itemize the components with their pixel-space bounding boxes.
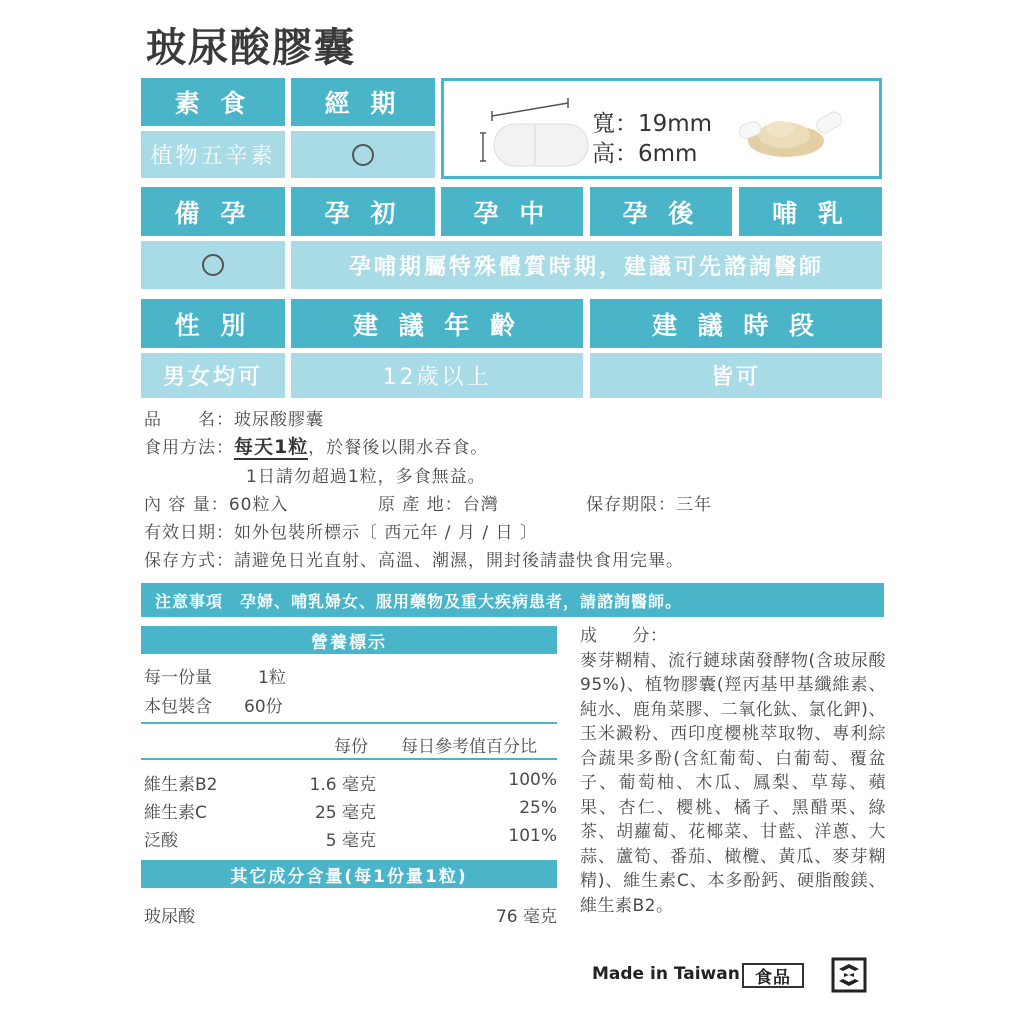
usage-header-gender: 性 別 xyxy=(141,299,285,348)
diet-value-period xyxy=(291,131,435,178)
preg-header-early: 孕 初 xyxy=(291,187,435,236)
usage-header-time: 建 議 時 段 xyxy=(590,299,882,348)
nutrition-row-name: 泛酸 xyxy=(144,831,178,851)
nutrition-row-pct: 101% xyxy=(508,826,557,846)
usage-value-time: 皆可 xyxy=(590,353,882,398)
page-title: 玻尿酸膠囊 xyxy=(146,25,356,71)
ingredients-label: 成 分： xyxy=(580,626,668,646)
nutrition-pack-label: 本包裝含 xyxy=(144,697,212,717)
nutrition-serving-label: 每一份量 xyxy=(144,668,212,688)
nutrition-row-pct: 100% xyxy=(508,770,557,790)
info-origin-value: 台灣 xyxy=(462,495,499,515)
info-storage-row xyxy=(144,546,684,571)
info-origin-row xyxy=(378,490,499,515)
circle-mark-icon xyxy=(202,254,224,276)
nutrition-title: 營養標示 xyxy=(141,626,557,654)
nutrition-row-name: 維生素C xyxy=(144,803,207,823)
info-method-highlight: 每天1粒 xyxy=(234,436,309,458)
info-shelf-row xyxy=(586,490,712,515)
nutrition-divider xyxy=(141,758,557,760)
info-name-row xyxy=(144,405,324,430)
info-storage-value: 請避免日光直射、高溫、潮濕，開封後請盡快食用完畢。 xyxy=(234,551,684,571)
info-origin-label: 原 產 地： xyxy=(378,495,463,515)
preg-header-late: 孕 後 xyxy=(590,187,732,236)
nutrition-divider xyxy=(141,722,557,724)
other-ingredients-title: 其它成分含量(每1份量1粒) xyxy=(141,860,557,888)
nutrition-col-per: 每份 xyxy=(334,737,368,757)
info-method-row xyxy=(144,432,488,459)
capsule-height: 高：6mm xyxy=(592,141,698,167)
preg-note: 孕哺期屬特殊體質時期，建議可先諮詢醫師 xyxy=(291,241,882,289)
info-shelf-label: 保存期限： xyxy=(586,495,676,515)
info-storage-label: 保存方式： xyxy=(144,551,234,571)
ingredients-block xyxy=(580,624,886,918)
diet-value-vegetarian: 植物五辛素 xyxy=(141,131,285,178)
capsule-size-box xyxy=(441,78,882,179)
nutrition-serving-value: 1粒 xyxy=(258,668,286,688)
nutrition-row-amount: 1.6 毫克 xyxy=(309,775,376,795)
preg-header-mid: 孕 中 xyxy=(441,187,583,236)
ingredients-text: 麥芽糊精、流行鏈球菌發酵物(含玻尿酸95%)、植物膠囊(羥丙基甲基纖維素、純水、鹿角菜膠、二氧化鈦、氯化鉀)、玉米澱粉、西印度櫻桃萃取物、專利綜合蔬果多酚(含紅葡萄、白葡萄、覆盆子、葡萄柚、木瓜、鳳梨、草莓、蘋果、杏仁、櫻桃、橘子、黑醋栗、綠茶、胡蘿蔔、花椰菜、甘藍、洋蔥、大蒜、蘆筍、番茄、橄欖、黃瓜、麥芽糊精)、維生素C、本多酚鈣、硬脂酸鎂、維生素B2。 xyxy=(580,650,886,916)
preg-header-nursing: 哺 乳 xyxy=(739,187,882,236)
info-method-label: 食用方法： xyxy=(144,438,234,458)
info-name-label: 品 名： xyxy=(144,410,234,430)
nutrition-row-amount: 5 毫克 xyxy=(325,831,376,851)
nutrition-row-amount: 25 毫克 xyxy=(314,803,376,823)
capsule-powder-photo xyxy=(736,95,846,165)
circle-mark-icon xyxy=(352,144,374,166)
nutrition-pack-value: 60份 xyxy=(244,697,283,717)
info-expiry-label: 有效日期： xyxy=(144,523,234,543)
diet-header-vegetarian: 素 食 xyxy=(141,78,285,126)
info-method-line2: 1日請勿超過1粒，多食無益。 xyxy=(246,467,486,487)
usage-value-gender: 男女均可 xyxy=(141,353,285,398)
preg-header-prep: 備 孕 xyxy=(141,187,285,236)
made-in-label: Made in Taiwan xyxy=(592,964,740,984)
other-ingredient-amount: 76 毫克 xyxy=(495,907,557,927)
info-name-value: 玻尿酸膠囊 xyxy=(234,410,324,430)
preg-value-prep xyxy=(141,241,285,289)
usage-header-age: 建 議 年 齡 xyxy=(291,299,583,348)
nutrition-row-name: 維生素B2 xyxy=(144,775,218,795)
usage-value-age: 12歲以上 xyxy=(291,353,583,398)
info-content-value: 60粒入 xyxy=(228,495,289,515)
capsule-width: 寬：19mm xyxy=(592,111,713,137)
caution-notice: 注意事項 孕婦、哺乳婦女、服用藥物及重大疾病患者，請諮詢醫師。 xyxy=(141,583,884,617)
food-badge: 食品 xyxy=(742,963,804,988)
capsule-dimension-diagram xyxy=(480,91,600,171)
info-shelf-value: 三年 xyxy=(676,495,712,515)
diet-header-period: 經 期 xyxy=(291,78,435,126)
other-ingredient-name: 玻尿酸 xyxy=(144,907,195,927)
nutrition-row-pct: 25% xyxy=(519,798,557,818)
info-expiry-row xyxy=(144,518,538,543)
info-method-rest: ，於餐後以開水吞食。 xyxy=(308,438,489,458)
info-content-label: 內 容 量： xyxy=(144,495,229,515)
info-expiry-value: 如外包裝所標示〔 西元年 / 月 / 日 〕 xyxy=(234,523,538,543)
info-content-row xyxy=(144,490,288,515)
recycle-icon xyxy=(831,957,867,993)
nutrition-col-daily: 每日參考值百分比 xyxy=(401,737,537,757)
